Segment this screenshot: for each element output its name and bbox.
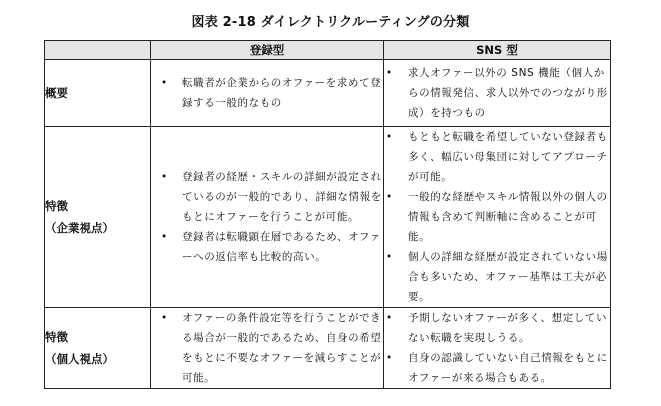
row-label-line: （個人視点）: [45, 352, 114, 366]
row-label-company-view: [45, 127, 151, 308]
cell-overview-registration: [151, 60, 384, 127]
cell-company-view-sns: [384, 127, 611, 308]
table-row-overview: [45, 60, 611, 127]
cell-individual-view-sns: [384, 308, 611, 389]
row-label-individual-view: [45, 308, 151, 389]
corner-header: [45, 41, 151, 60]
row-label-overview: [45, 60, 151, 127]
table-row-company-view: [45, 127, 611, 308]
row-label-line: （企業視点）: [45, 221, 114, 235]
row-label-line: 特徴: [45, 330, 68, 344]
row-label-line: 特徴: [45, 199, 68, 213]
bullet-icon: •: [386, 131, 393, 143]
list-item: • オファーの条件設定等を行うことができる場合が一般的であるため、自身の希望をもとに不要なオファーを減らすことが可能。: [151, 308, 383, 388]
bullet-icon: •: [386, 312, 393, 324]
bullet-icon: •: [161, 312, 168, 324]
cell-overview-sns: [384, 60, 611, 127]
list-item: • 転職者が企業からのオファーを求めて登録する一般的なもの: [151, 73, 383, 113]
list-item: • 自身の認識していない自己情報をもとにオファーが来る場合もある。: [384, 348, 610, 388]
list-item: • 登録者は転職顕在層であるため、オファーへの返信率も比較的高い。: [151, 227, 383, 267]
bullet-icon: •: [161, 77, 168, 89]
list-item: • 個人の詳細な経歴が設定されていない場合も多いため、オファー基準は工夫が必要。: [384, 247, 610, 307]
list-item: • 登録者の経歴・スキルの詳細が設定されているのが一般的であり、詳細な情報をもとにオファーを行うことが可能。: [151, 167, 383, 227]
header-sns-type: SNS 型: [384, 41, 611, 60]
figure-title: 図表 2-18 ダイレクトリクルーティングの分類: [191, 15, 470, 30]
list-item: • 一般的な経歴やスキル情報以外の個人の情報も含めて判断軸に含めることが可能。: [384, 187, 610, 247]
bullet-icon: •: [161, 171, 168, 183]
bullet-icon: •: [386, 67, 393, 79]
table-row-individual-view: [45, 308, 611, 389]
header-registration-type: 登録型: [151, 41, 384, 60]
table-header-row: [45, 41, 611, 60]
list-item: • 予期しないオファーが多く、想定していない転職を実現しうる。: [384, 308, 610, 348]
list-item: • もともと転職を希望していない登録者も多く、幅広い母集団に対してアプローチが可能。: [384, 127, 610, 187]
cell-individual-view-registration: [151, 308, 384, 389]
bullet-icon: •: [386, 191, 393, 203]
list-item: • 求人オファー以外の SNS 機能（個人からの情報発信、求人以外でのつながり形成）を持つもの: [384, 63, 610, 123]
row-label-line: 概要: [45, 86, 68, 100]
bullet-icon: •: [386, 251, 393, 263]
classification-table: [44, 40, 611, 389]
bullet-icon: •: [161, 231, 168, 243]
cell-company-view-registration: [151, 127, 384, 308]
bullet-icon: •: [386, 352, 393, 364]
